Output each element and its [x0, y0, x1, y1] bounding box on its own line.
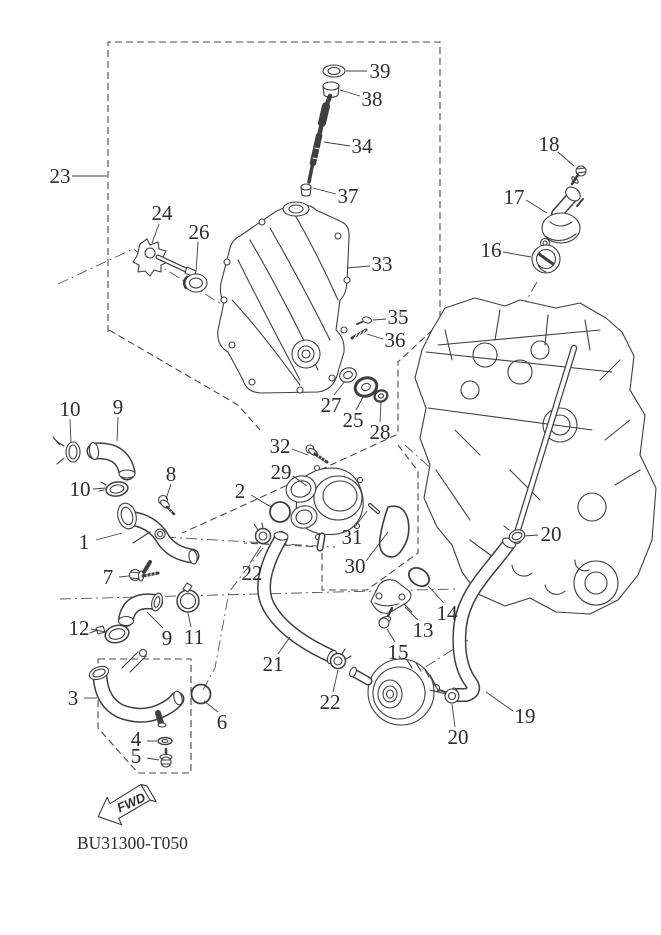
- leader-line-36: [367, 334, 383, 339]
- pipe-3: [88, 650, 184, 728]
- diagram-code: BU31300-T050: [77, 833, 188, 853]
- engine-block: [415, 298, 656, 614]
- part-number-13: 13: [412, 618, 434, 642]
- leader-line-33: [347, 266, 370, 268]
- leader-line-9: [117, 417, 118, 441]
- part-number-23: 23: [49, 164, 71, 188]
- part-number-30: 30: [344, 554, 366, 578]
- part-number-37: 37: [337, 184, 359, 208]
- leader-line-30: [366, 532, 388, 561]
- part-number-25: 25: [342, 408, 364, 432]
- dipstick-34: [309, 96, 330, 182]
- clamp-22-upper: [254, 523, 271, 544]
- part-number-39: 39: [369, 59, 391, 83]
- clamp-10-lower: [99, 480, 129, 498]
- impeller-shaft-24: [133, 239, 196, 277]
- leader-line-22: [333, 670, 338, 692]
- clamp-11: [177, 583, 199, 612]
- bolt-18: [571, 166, 586, 184]
- pipe-1: [115, 501, 198, 572]
- pin-35: [357, 316, 372, 324]
- leader-line-34: [324, 142, 350, 146]
- part-number-1: 1: [78, 530, 90, 554]
- part-number-35: 35: [387, 305, 409, 329]
- o-ring-6: [192, 685, 211, 704]
- part-number-17: 17: [503, 185, 525, 209]
- leader-line-20: [452, 704, 455, 727]
- fwd-arrow: [93, 780, 160, 832]
- leader-line-1: [96, 533, 122, 540]
- crankcase-cover-33: [218, 202, 350, 393]
- part-number-3: 3: [67, 686, 79, 710]
- part-number-7: 7: [102, 565, 114, 589]
- part-number-38: 38: [361, 87, 383, 111]
- spring-36: [352, 330, 366, 339]
- leader-line-19: [486, 692, 513, 711]
- part-number-9: 9: [161, 626, 173, 650]
- o-ring-2: [270, 502, 290, 522]
- part-number-28: 28: [369, 420, 391, 444]
- leader-line-16: [503, 252, 531, 257]
- part-number-34: 34: [351, 134, 373, 158]
- part-number-21: 21: [262, 652, 284, 676]
- washer-4: [158, 738, 172, 745]
- part-number-22: 22: [241, 561, 263, 585]
- leader-line-17: [526, 200, 547, 213]
- part-number-18: 18: [538, 132, 560, 156]
- leader-line-8: [166, 484, 171, 499]
- leader-line-24: [152, 224, 159, 243]
- leader-line-18: [558, 152, 574, 166]
- part-number-11: 11: [183, 625, 205, 649]
- clamp-10-upper: [53, 437, 80, 464]
- leader-line-38: [340, 90, 360, 96]
- leader-line-10: [93, 488, 106, 489]
- collar-37: [301, 184, 311, 196]
- elbow-hose-9-upper: [88, 442, 135, 478]
- part-number-14: 14: [436, 601, 458, 625]
- part-number-6: 6: [216, 710, 228, 734]
- thermostat-cover-17: [541, 184, 584, 247]
- part-number-32: 32: [269, 434, 291, 458]
- leader-line-35: [373, 319, 386, 320]
- part-number-20: 20: [540, 522, 562, 546]
- thermostat-16: [532, 245, 560, 273]
- part-number-26: 26: [188, 220, 210, 244]
- bolt-5: [160, 749, 172, 767]
- leader-line-5: [147, 758, 159, 760]
- part-number-12: 12: [68, 616, 90, 640]
- part-number-9: 9: [112, 395, 124, 419]
- part-number-20: 20: [447, 725, 469, 749]
- part-number-36: 36: [384, 328, 406, 352]
- leader-line-9: [147, 612, 163, 628]
- leader-line-7: [119, 576, 129, 577]
- part-number-2: 2: [234, 479, 246, 503]
- dowel-pin-31: [370, 505, 378, 512]
- hose-21: [264, 531, 338, 665]
- fwd-label: FWD: [114, 789, 148, 816]
- part-number-8: 8: [165, 462, 177, 486]
- part-number-24: 24: [151, 201, 173, 225]
- part-number-19: 19: [514, 704, 536, 728]
- part-number-10: 10: [69, 477, 91, 501]
- part-number-16: 16: [480, 238, 502, 262]
- oil-seal-27: [338, 366, 359, 385]
- part-number-5: 5: [130, 744, 142, 768]
- gasket-30: [380, 506, 409, 557]
- leader-line-10: [70, 419, 71, 443]
- cap-39: [323, 65, 345, 77]
- seal-26: [184, 274, 207, 292]
- leader-line-37: [313, 188, 336, 194]
- part-number-10: 10: [59, 397, 81, 421]
- part-number-29: 29: [270, 460, 292, 484]
- oil-cooler: [348, 659, 446, 725]
- part-number-27: 27: [320, 393, 342, 417]
- bolt-32: [306, 445, 327, 462]
- part-number-33: 33: [371, 252, 393, 276]
- part-number-4: 4: [130, 727, 142, 751]
- part-number-22: 22: [319, 690, 341, 714]
- leader-line-26: [196, 242, 198, 272]
- part-number-15: 15: [387, 640, 409, 664]
- leader-line-28: [380, 402, 381, 422]
- part-number-31: 31: [341, 525, 363, 549]
